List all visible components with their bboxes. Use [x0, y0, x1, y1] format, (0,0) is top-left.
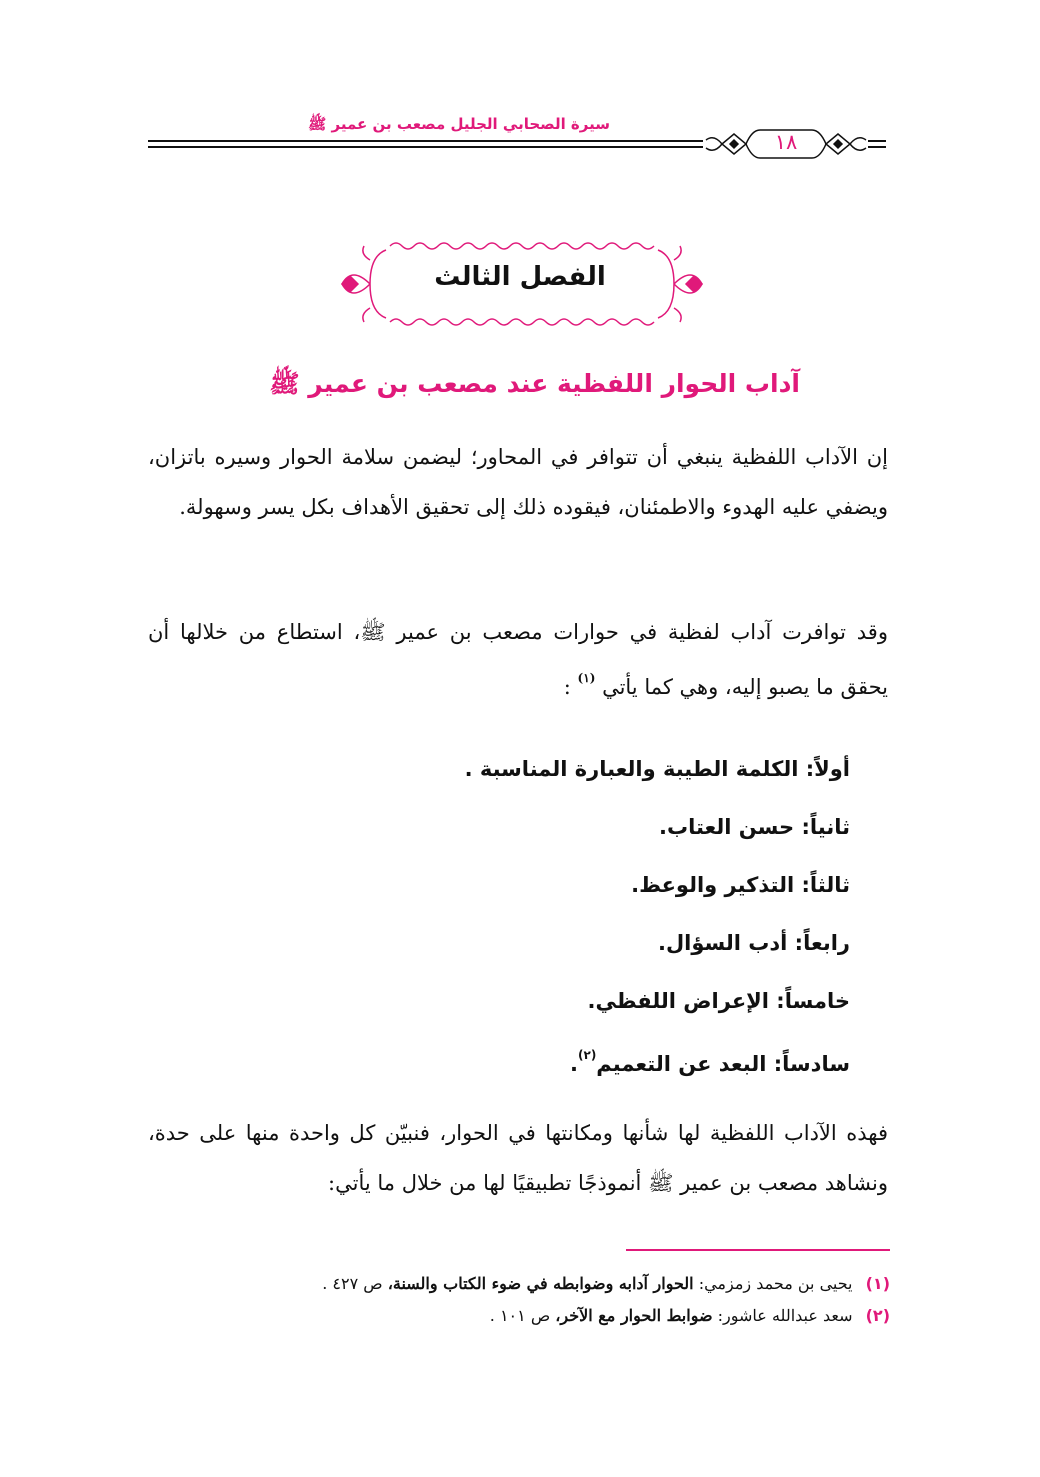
footnote-2 — [148, 1300, 890, 1332]
list-item: خامساً: الإعراض اللفظي. — [587, 989, 850, 1013]
paragraph-etiquettes — [148, 607, 888, 712]
page-number: ١٨ — [774, 130, 798, 154]
footnote-work: ضوابط الحوار مع الآخر، — [555, 1306, 713, 1325]
footnote-ref-2[interactable]: (٢) — [578, 1048, 597, 1062]
paragraph-etiquettes-text: وقد توافرت آداب لفظية في حوارات مصعب بن عمير ﷺ، استطاع من خلالها أن يحقق ما يصبو إليه، وهي كما يأتي — [148, 620, 888, 699]
section-title: آداب الحوار اللفظية عند مصعب بن عمير ﷺ — [269, 369, 800, 398]
footnote-ref-1[interactable]: (١) — [577, 671, 596, 685]
list-item: ثانياً: حسن العتاب. — [658, 815, 850, 839]
list-item: ثالثاً: التذكير والوعظ. — [631, 873, 850, 897]
running-header-title: سيرة الصحابي الجليل مصعب بن عمير ﷺ — [308, 115, 610, 133]
footnote-author: يحيى بن محمد زمزمي: — [698, 1274, 853, 1293]
list-item — [300, 1030, 850, 1088]
list-item: أولاً: الكلمة الطيبة والعبارة المناسبة . — [464, 757, 850, 781]
list-item-label: سادساً: البعد عن التعميم — [596, 1052, 850, 1076]
footnote-number: (٢) — [865, 1306, 890, 1325]
paragraph-intro: إن الآداب اللفظية ينبغي أن تتوافر في المحاور؛ ليضمن سلامة الحوار وسيره باتزان، ويضفي عليه الهدوء والاطمئنان، فيقوده ذلك إلى تحقيق الأهداف بكل يسر وسهولة. — [148, 445, 888, 519]
footnote-page: ص ١٠١ . — [489, 1306, 551, 1325]
footnote-author: سعد عبدالله عاشور: — [717, 1306, 853, 1325]
footnotes — [148, 1268, 890, 1332]
footnote-divider — [626, 1249, 890, 1251]
paragraph-conclusion: فهذه الآداب اللفظية لها شأنها ومكانتها في الحوار، فنبيّن كل واحدة منها على حدة، ونشاهد مصعب بن عمير ﷺ أنموذجًا تطبيقيًا لها من خلال ما يأتي: — [148, 1121, 888, 1195]
list-item-end: . — [570, 1052, 578, 1076]
footnote-page: ص ٤٢٧ . — [322, 1274, 383, 1293]
footnote-1 — [148, 1268, 890, 1300]
etiquette-list — [300, 740, 850, 1088]
paragraph-etiquettes-end: : — [563, 675, 571, 699]
chapter-title: الفصل الثالث — [434, 262, 606, 292]
footnote-work: الحوار آدابه وضوابطه في ضوء الكتاب والسنة، — [387, 1274, 694, 1293]
list-item: رابعاً: أدب السؤال. — [657, 931, 850, 955]
footnote-number: (١) — [865, 1274, 890, 1293]
